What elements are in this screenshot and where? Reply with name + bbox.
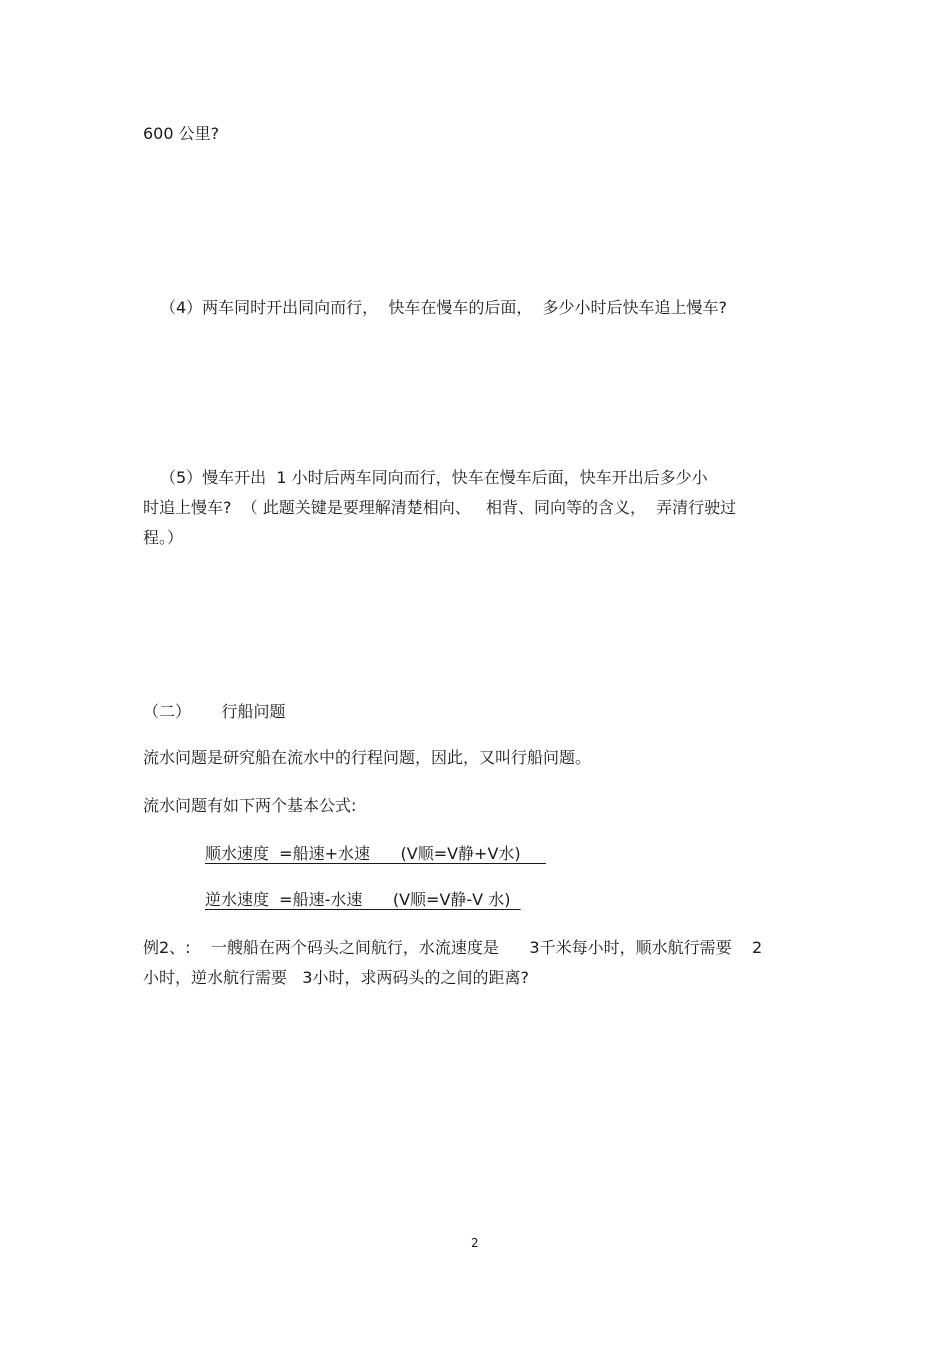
formula-intro: 流水问题有如下两个基本公式:: [143, 796, 357, 815]
question-4: （4）两车同时开出同向而行， 快车在慢车的后面， 多少小时后快车追上慢车?: [160, 298, 728, 317]
question-5-line-1: （5）慢车开出 1 小时后两车同向而行，快车在慢车后面，快车开出后多少小: [160, 468, 708, 487]
formula-upstream: 逆水速度 =船速-水速 (V顺=V静-V 水): [205, 890, 521, 909]
formula-downstream: 顺水速度 =船速+水速 (V顺=V静+V水): [205, 844, 547, 863]
example-2-line-1: 例2、: 一艘船在两个码头之间航行，水流速度是 3千米每小时，顺水航行需要 2: [143, 938, 763, 957]
question-5-line-2: 时追上慢车? （ 此题关键是要理解清楚相向、 相背、同向等的含义， 弄清行驶过: [143, 498, 737, 517]
text-line-1: 600 公里?: [143, 124, 220, 143]
question-5-line-3: 程。）: [143, 528, 184, 547]
example-2-line-2: 小时，逆水航行需要 3小时，求两码头的之间的距离?: [143, 968, 529, 987]
page-number: 2: [471, 1236, 479, 1250]
section-heading: （二） 行船问题: [143, 702, 286, 721]
intro-paragraph: 流水问题是研究船在流水中的行程问题，因此，又叫行船问题。: [143, 748, 592, 767]
